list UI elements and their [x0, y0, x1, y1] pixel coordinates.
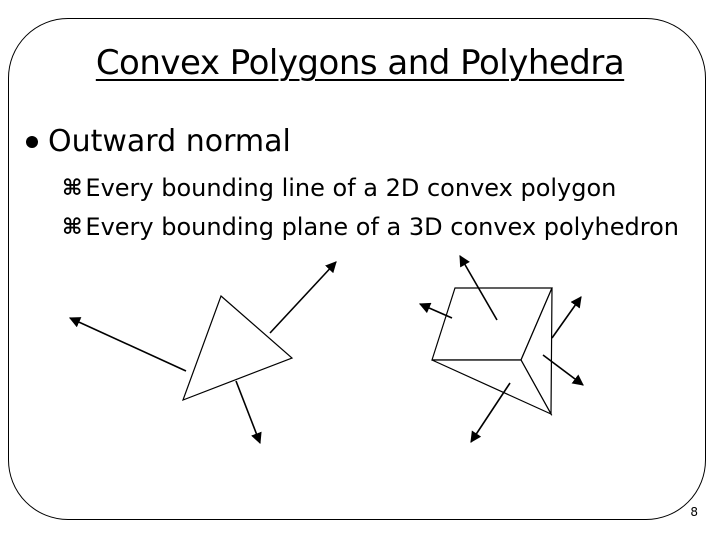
- normal-arrow-up-right: [552, 297, 581, 338]
- normal-arrow-down-left: [471, 383, 510, 442]
- sub-item-text: Every bounding line of a 2D convex polygon: [85, 174, 617, 202]
- slide-title-text: Convex Polygons and Polyhedra: [95, 43, 625, 83]
- bullet-text: Outward normal: [48, 124, 291, 159]
- page-number: 8: [690, 505, 698, 519]
- sub-item-text: Every bounding plane of a 3D convex polyhedron: [85, 213, 679, 241]
- normal-arrow-left: [70, 318, 186, 371]
- normal-arrow-right: [270, 262, 336, 333]
- command-key-icon: ⌘: [62, 175, 83, 201]
- command-key-icon: ⌘: [62, 214, 83, 240]
- convex-polygon-figure: [70, 262, 336, 443]
- normal-arrow-down: [236, 381, 260, 443]
- convex-polyhedron-figure: [420, 256, 583, 442]
